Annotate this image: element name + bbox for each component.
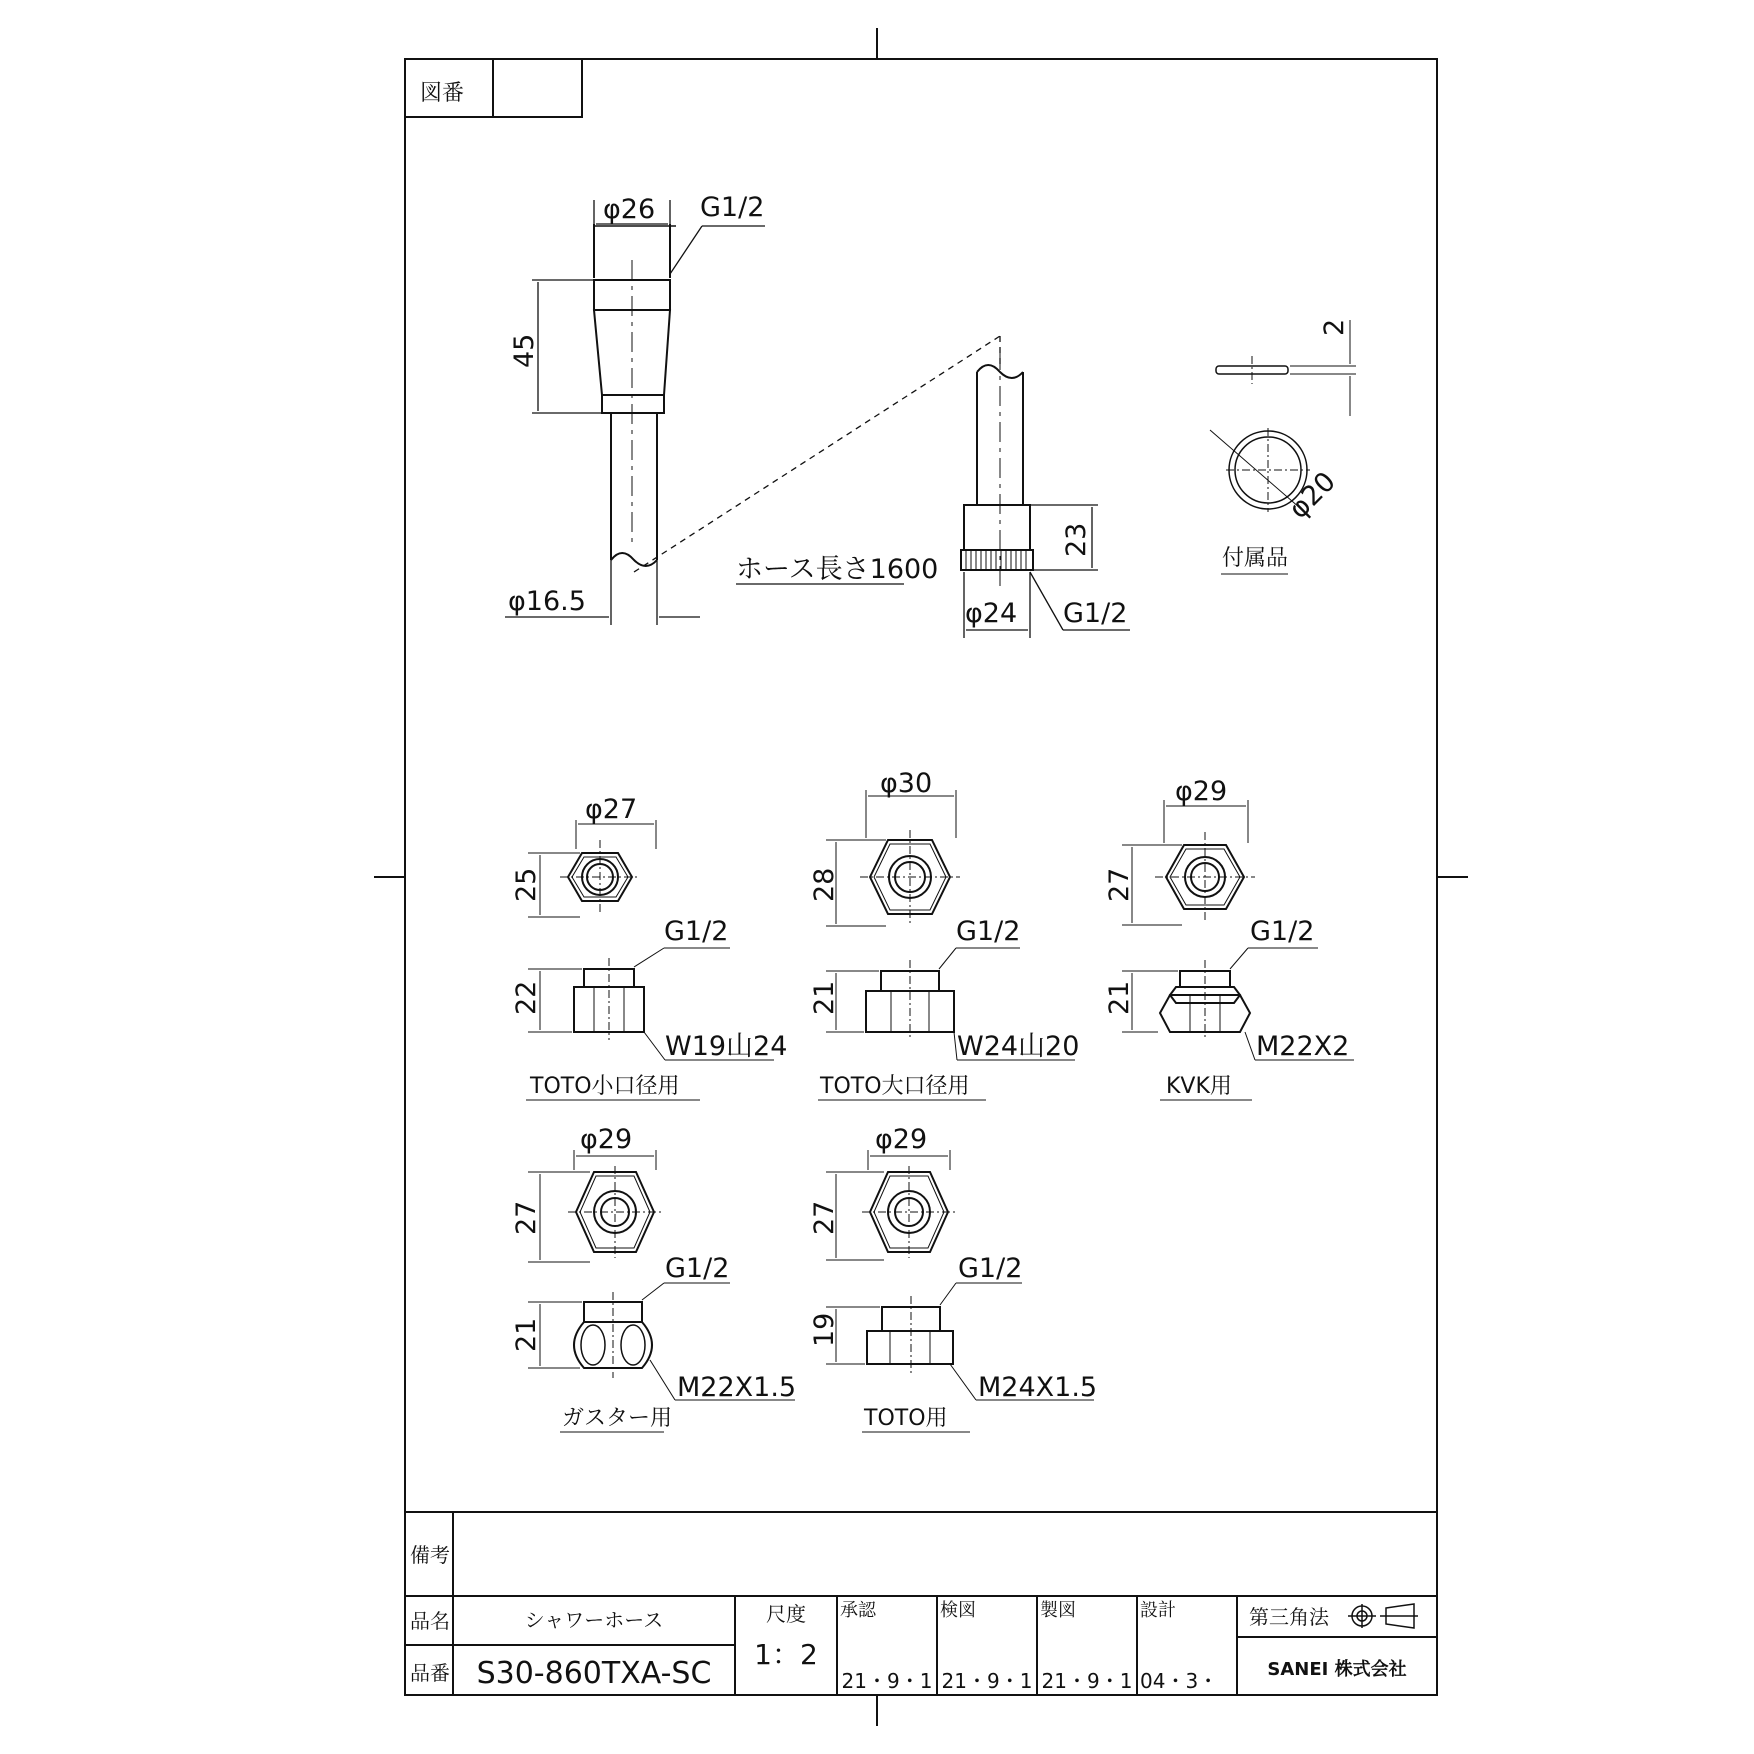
adapter-gastar [511, 1124, 796, 1432]
hose-end-b [961, 350, 1033, 590]
adapter-4-height: 27 [511, 1200, 542, 1235]
hose-dia: φ16.5 [508, 586, 586, 617]
adapter-toto [809, 1124, 1097, 1432]
scale-label: 尺度 [766, 1602, 806, 1626]
adapter-2-thread: G1/2 [956, 916, 1021, 947]
adapter-1-height: 25 [511, 867, 542, 902]
adapter-5-height: 27 [809, 1200, 840, 1235]
end-a-dia: φ26 [603, 194, 656, 225]
washer-thickness: 2 [1319, 318, 1350, 336]
approve-label: 承認 [840, 1600, 876, 1621]
adapter-2-width: φ30 [880, 768, 933, 799]
projection-label: 第三角法 [1249, 1605, 1329, 1629]
adapter-3-label: KVK用 [1166, 1074, 1232, 1099]
adapter-4-width: φ29 [580, 1124, 633, 1155]
adapter-2-label: TOTO大口径用 [820, 1074, 970, 1099]
adapter-3-thread: G1/2 [1250, 916, 1315, 947]
adapter-2-conn: W24山20 [957, 1031, 1080, 1062]
end-a-thread: G1/2 [700, 192, 765, 223]
adapter-kvk [1104, 776, 1354, 1100]
scale-value: 1：2 [754, 1638, 818, 1671]
adapter-1-conn: W19山24 [665, 1031, 788, 1062]
adapter-5-width: φ29 [875, 1124, 928, 1155]
adapter-5-thread: G1/2 [958, 1253, 1023, 1284]
adapter-toto-large [809, 768, 1079, 1100]
hose-length-label: ホース長さ1600 [736, 554, 939, 585]
check-date: 21・9・1 [941, 1669, 1033, 1693]
adapter-3-conn: M22X2 [1256, 1031, 1350, 1062]
hose-end-a [594, 224, 676, 566]
adapter-4-conn: M22X1.5 [677, 1372, 797, 1403]
adapter-3-height: 27 [1104, 867, 1135, 902]
adapter-1-label: TOTO小口径用 [530, 1074, 680, 1099]
approve-date: 21・9・1 [841, 1669, 933, 1693]
end-a-length: 45 [509, 333, 540, 368]
number-label: 品番 [410, 1661, 450, 1685]
adapter-1-thread: G1/2 [664, 916, 729, 947]
remarks-label: 備考 [410, 1543, 450, 1567]
adapter-5-conn: M24X1.5 [978, 1372, 1098, 1403]
design-label: 設計 [1140, 1600, 1176, 1621]
number-value: S30-860TXA-SC [476, 1656, 712, 1691]
draft-label: 製図 [1040, 1600, 1076, 1621]
drawing-number-label: 図番 [420, 81, 465, 106]
end-b-length: 23 [1061, 522, 1092, 557]
end-b-dia: φ24 [965, 598, 1018, 629]
accessory-label: 付属品 [1222, 546, 1289, 571]
projection-symbol [1348, 1604, 1418, 1628]
adapter-5-side-height: 19 [809, 1312, 840, 1347]
end-b-thread: G1/2 [1063, 598, 1128, 629]
adapter-4-label: ガスター用 [562, 1406, 673, 1431]
adapter-toto-small [511, 794, 787, 1100]
adapter-2-height: 28 [809, 867, 840, 902]
adapter-3-side-height: 21 [1104, 980, 1135, 1015]
washer-dia: φ20 [1283, 466, 1342, 525]
design-date: 04・3・ [1140, 1669, 1219, 1693]
adapter-4-thread: G1/2 [665, 1253, 730, 1284]
adapter-1-side-height: 22 [511, 980, 542, 1015]
adapter-1-width: φ27 [585, 794, 638, 825]
adapter-5-label: TOTO用 [864, 1406, 948, 1431]
check-label: 検図 [940, 1600, 976, 1621]
draft-date: 21・9・1 [1041, 1669, 1133, 1693]
adapter-2-side-height: 21 [809, 980, 840, 1015]
name-label: 品名 [410, 1609, 450, 1633]
washer-drawing [1210, 320, 1356, 574]
name-value: シャワーホース [524, 1608, 664, 1632]
company-name: SANEI 株式会社 [1267, 1659, 1407, 1680]
adapter-4-side-height: 21 [511, 1317, 542, 1352]
adapter-3-width: φ29 [1175, 776, 1228, 807]
